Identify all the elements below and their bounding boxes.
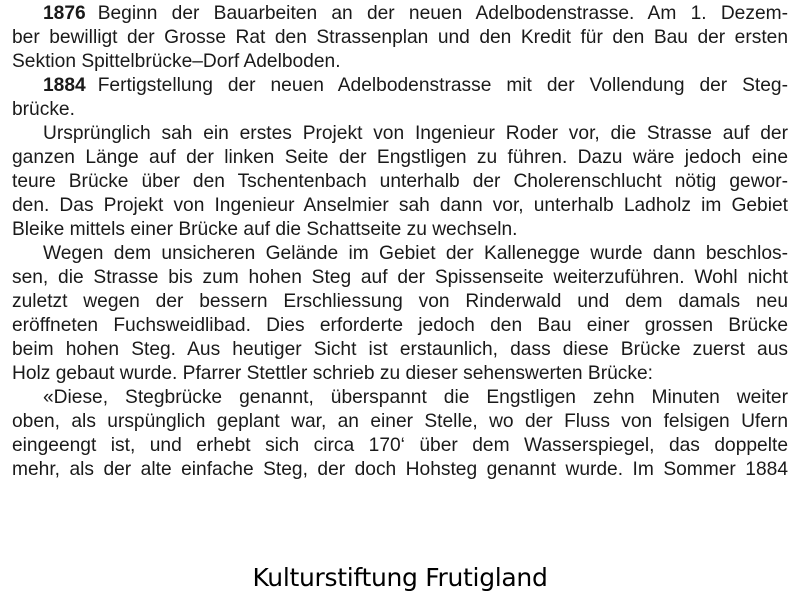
chronicle-entry-1884 <box>12 74 788 122</box>
text-line: Holz gebaut wurde. Pfarrer Stettler schrieb zu dieser sehenswerten Brücke: <box>12 363 653 384</box>
entry-year: 1876 <box>43 3 86 24</box>
chronicle-entry-1876 <box>12 2 788 74</box>
text-line: mehr, als der alte einfache Steg, der doch Hohsteg genannt wurde. Im Sommer 1884 <box>12 459 788 480</box>
text-line: brücke. <box>12 99 75 120</box>
text-line: ber bewilligt der Grosse Rat den Strassenplan und den Kredit für den Bau der ersten <box>12 27 788 48</box>
text-line: eingeengt ist, und erhebt sich circa 170‘ über dem Wasserspiegel, das doppelte <box>12 435 788 456</box>
entry-text: Fertigstellung der neuen Adelbodenstrasse mit der Vollendung der Steg- <box>97 75 788 96</box>
text-line: beim hohen Steg. Aus heutiger Sicht ist erstaunlich, dass diese Brücke zuerst aus <box>12 339 788 360</box>
quote-paragraph <box>12 386 788 482</box>
text-line: Ursprünglich sah ein erstes Projekt von Ingenieur Roder vor, die Strasse auf der <box>43 123 788 144</box>
entry-year: 1884 <box>43 75 86 96</box>
text-line: Bleike mittels einer Brücke auf die Schattseite zu wechseln. <box>12 219 518 240</box>
text-line: ganzen Länge auf der linken Seite der Engstligen zu führen. Dazu wäre jedoch eine <box>12 147 788 168</box>
entry-text: Beginn der Bauarbeiten an der neuen Adelbodenstrasse. Am 1. Dezem- <box>97 3 788 24</box>
text-line: zuletzt wegen der bessern Erschliessung von Rinderwald und dem damals neu <box>12 291 788 312</box>
text-line: den. Das Projekt von Ingenieur Anselmier sah dann vor, unterhalb Ladholz im Gebiet <box>12 195 788 216</box>
text-line: oben, als urspünglich geplant war, an einer Stelle, wo der Fluss von felsigen Ufern <box>12 411 788 432</box>
footer-credit: Kulturstiftung Frutigland <box>252 563 548 592</box>
text-line: eröffneten Fuchsweidlibad. Dies erforderte jedoch den Bau einer grossen Brücke <box>12 315 788 336</box>
text-line: sen, die Strasse bis zum hohen Steg auf der Spissenseite weiterzuführen. Wohl nicht <box>12 267 788 288</box>
body-paragraph <box>12 242 788 386</box>
text-line: Wegen dem unsicheren Gelände im Gebiet der Kallenegge wurde dann beschlos- <box>43 243 788 264</box>
text-line <box>12 74 788 98</box>
body-paragraph <box>12 122 788 242</box>
text-line: «Diese, Stegbrücke genannt, überspannt die Engstligen zehn Minuten weiter <box>43 387 788 408</box>
text-line: teure Brücke über den Tschentenbach unterhalb der Cholerenschlucht nötig gewor- <box>12 171 788 192</box>
document-page <box>12 2 788 482</box>
text-line: Sektion Spittelbrücke–Dorf Adelboden. <box>12 51 341 72</box>
text-line <box>12 2 788 26</box>
